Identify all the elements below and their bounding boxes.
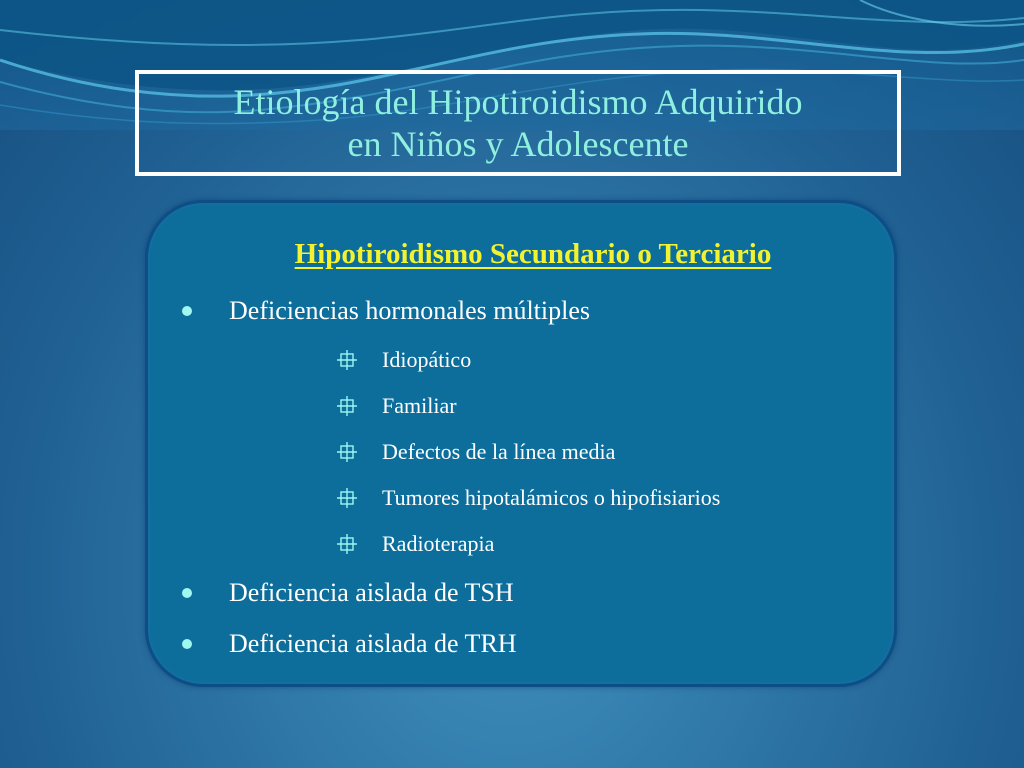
sub-item-idiopatico bbox=[337, 347, 471, 373]
bullet-dot-icon bbox=[182, 588, 192, 598]
bullet-dot-icon bbox=[182, 306, 192, 316]
sub-item-text: Idiopático bbox=[382, 347, 472, 372]
sub-item-text: Familiar bbox=[382, 393, 457, 418]
crosshair-bullet-icon bbox=[337, 442, 357, 462]
crosshair-bullet-icon bbox=[337, 534, 357, 554]
bullet-item-deficiencia-trh bbox=[182, 629, 517, 659]
crosshair-bullet-icon bbox=[337, 350, 357, 370]
panel-heading: Hipotiroidismo Secundario o Terciario bbox=[294, 238, 772, 270]
crosshair-bullet-icon bbox=[337, 488, 357, 508]
bullet-item-deficiencia-tsh bbox=[182, 578, 514, 608]
bullet-text: Deficiencia aislada de TSH bbox=[229, 578, 514, 607]
sub-item-familiar bbox=[337, 393, 457, 419]
sub-item-radioterapia bbox=[337, 531, 494, 557]
sub-item-tumores bbox=[337, 485, 720, 511]
bullet-text: Deficiencia aislada de TRH bbox=[229, 629, 517, 658]
sub-item-text: Tumores hipotalámicos o hipofisiarios bbox=[382, 485, 721, 510]
slide-title-box bbox=[135, 70, 901, 176]
sub-item-text: Radioterapia bbox=[382, 531, 495, 556]
sub-item-defectos-linea-media bbox=[337, 439, 615, 465]
slide-title-line-1: Etiología del Hipotiroidismo Adquirido bbox=[233, 82, 803, 122]
crosshair-bullet-icon bbox=[337, 396, 357, 416]
slide-title-line-2: en Niños y Adolescente bbox=[347, 124, 689, 164]
sub-item-text: Defectos de la línea media bbox=[382, 439, 616, 464]
bullet-item-deficiencias-multiples bbox=[182, 296, 590, 326]
bullet-text: Deficiencias hormonales múltiples bbox=[229, 296, 591, 325]
bullet-dot-icon bbox=[182, 639, 192, 649]
